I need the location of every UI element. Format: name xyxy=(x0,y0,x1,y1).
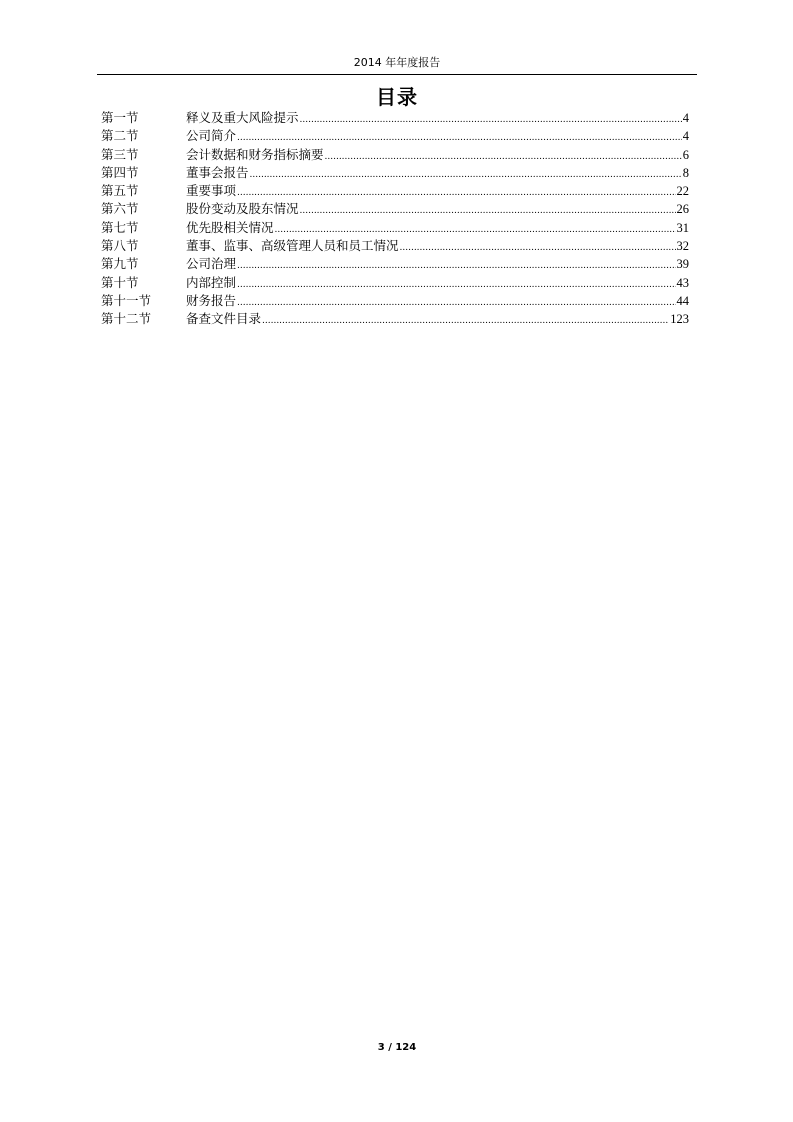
toc-section-number: 第一节 xyxy=(101,110,139,125)
toc-entry[interactable] xyxy=(101,292,689,310)
toc-dot-leader xyxy=(237,184,675,202)
toc-entry[interactable] xyxy=(101,146,689,164)
toc-page-number: 8 xyxy=(682,165,689,180)
toc-section-name: 股份变动及股东情况 xyxy=(186,201,299,217)
toc-section-number: 第九节 xyxy=(101,256,139,272)
toc-section-name: 公司简介 xyxy=(186,128,237,144)
toc-section-name: 重要事项 xyxy=(186,183,237,199)
toc-section-name: 财务报告 xyxy=(186,292,237,308)
toc-section-number: 第十二节 xyxy=(101,311,152,327)
toc-title: 目录 xyxy=(376,85,418,109)
toc-dot-leader xyxy=(237,294,675,312)
table-of-contents xyxy=(101,109,689,329)
toc-entry[interactable] xyxy=(101,182,689,200)
toc-section-number: 第五节 xyxy=(101,183,139,199)
toc-dot-leader xyxy=(250,166,682,184)
toc-entry[interactable] xyxy=(101,164,689,182)
toc-section-name: 内部控制 xyxy=(186,274,237,290)
toc-page-number: 43 xyxy=(676,275,689,290)
toc-dot-leader xyxy=(300,202,676,220)
toc-section-name: 公司治理 xyxy=(186,256,237,272)
toc-entry[interactable] xyxy=(101,127,689,145)
toc-section-number: 第四节 xyxy=(101,164,139,180)
page-number-footer: 3 / 124 xyxy=(377,1042,417,1053)
toc-page-number: 22 xyxy=(676,184,689,199)
header-rule xyxy=(97,74,697,75)
toc-page-number: 6 xyxy=(682,147,689,162)
toc-section-number: 第六节 xyxy=(101,201,139,217)
toc-dot-leader xyxy=(237,276,675,294)
toc-page-number: 123 xyxy=(670,312,689,327)
toc-page-number: 31 xyxy=(676,220,689,235)
toc-dot-leader xyxy=(262,312,669,330)
toc-dot-leader xyxy=(400,239,676,257)
toc-entry[interactable] xyxy=(101,255,689,273)
toc-section-number: 第八节 xyxy=(101,238,139,254)
toc-entry[interactable] xyxy=(101,109,689,127)
toc-dot-leader xyxy=(300,111,682,129)
toc-entry[interactable] xyxy=(101,274,689,292)
toc-section-number: 第七节 xyxy=(101,219,139,235)
toc-section-name: 董事会报告 xyxy=(186,164,249,180)
toc-page-number: 44 xyxy=(676,293,689,308)
toc-section-name: 董事、监事、高级管理人员和员工情况 xyxy=(186,238,399,254)
toc-section-number: 第十一节 xyxy=(101,292,152,308)
toc-dot-leader xyxy=(325,148,682,166)
running-header: 2014 年年度报告 xyxy=(353,56,441,69)
toc-section-name: 释义及重大风险提示 xyxy=(186,110,299,125)
toc-entry[interactable] xyxy=(101,200,689,218)
toc-entry[interactable] xyxy=(101,219,689,237)
toc-section-number: 第十节 xyxy=(101,274,139,290)
toc-entry[interactable] xyxy=(101,310,689,328)
toc-page-number: 4 xyxy=(682,129,689,144)
toc-section-name: 优先股相关情况 xyxy=(186,219,274,235)
toc-entry[interactable] xyxy=(101,237,689,255)
toc-page-number: 4 xyxy=(682,111,689,125)
toc-dot-leader xyxy=(237,257,675,275)
toc-page-number: 39 xyxy=(676,257,689,272)
toc-section-number: 第三节 xyxy=(101,146,139,162)
toc-section-number: 第二节 xyxy=(101,128,139,144)
toc-page-number: 32 xyxy=(676,239,689,254)
toc-section-name: 会计数据和财务指标摘要 xyxy=(186,146,324,162)
toc-section-name: 备查文件目录 xyxy=(186,311,262,327)
toc-page-number: 26 xyxy=(676,202,689,217)
